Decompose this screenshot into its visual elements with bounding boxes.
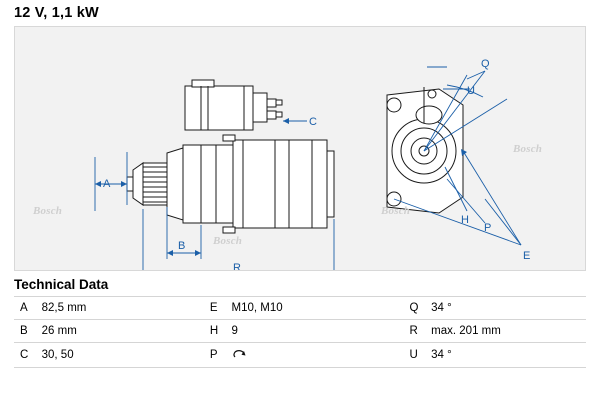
dim-label-C: C xyxy=(309,116,317,128)
spacer xyxy=(194,320,204,343)
cell-key-a: A xyxy=(14,297,36,320)
cell-key-q: Q xyxy=(403,297,425,320)
cell-value-c: 30, 50 xyxy=(36,343,194,368)
watermark-bosch-1: Bosch xyxy=(33,205,63,217)
cell-value-r: max. 201 mm xyxy=(425,320,586,343)
table-row xyxy=(14,320,586,343)
spacer xyxy=(393,343,403,368)
watermark-bosch-2: Bosch xyxy=(213,235,243,247)
spacer xyxy=(393,297,403,320)
technical-data-table xyxy=(14,296,586,368)
dim-label-A: A xyxy=(103,178,111,190)
cell-value-q: 34 ° xyxy=(425,297,586,320)
dim-label-H: H xyxy=(461,214,469,226)
dim-label-P: P xyxy=(484,222,492,234)
cell-key-b: B xyxy=(14,320,36,343)
spacer xyxy=(194,343,204,368)
dim-label-U: U xyxy=(467,85,475,97)
watermark-bosch-4: Bosch xyxy=(513,143,543,155)
cell-key-r: R xyxy=(403,320,425,343)
dim-label-Q: Q xyxy=(481,58,490,70)
cell-key-u: U xyxy=(403,343,425,368)
page-title: 12 V, 1,1 kW xyxy=(14,5,99,21)
dim-label-R: R xyxy=(233,262,241,270)
cell-key-c: C xyxy=(14,343,36,368)
starter-drawing-svg xyxy=(15,27,585,270)
spacer xyxy=(393,320,403,343)
dim-label-E: E xyxy=(523,250,531,262)
cell-value-p xyxy=(226,343,394,368)
cell-value-e: M10, M10 xyxy=(226,297,394,320)
technical-drawing xyxy=(14,26,586,271)
cell-value-h: 9 xyxy=(226,320,394,343)
technical-data-heading: Technical Data xyxy=(14,277,109,292)
cell-key-p: P xyxy=(204,343,226,368)
cell-value-b: 26 mm xyxy=(36,320,194,343)
cell-value-a: 82,5 mm xyxy=(36,297,194,320)
spacer xyxy=(194,297,204,320)
watermark-bosch-3: Bosch xyxy=(381,205,411,217)
cell-key-e: E xyxy=(204,297,226,320)
cell-key-h: H xyxy=(204,320,226,343)
table-row xyxy=(14,343,586,368)
table-row xyxy=(14,297,586,320)
dim-label-B: B xyxy=(178,240,186,252)
cell-value-u: 34 ° xyxy=(425,343,586,368)
rotation-direction-icon xyxy=(232,348,248,362)
